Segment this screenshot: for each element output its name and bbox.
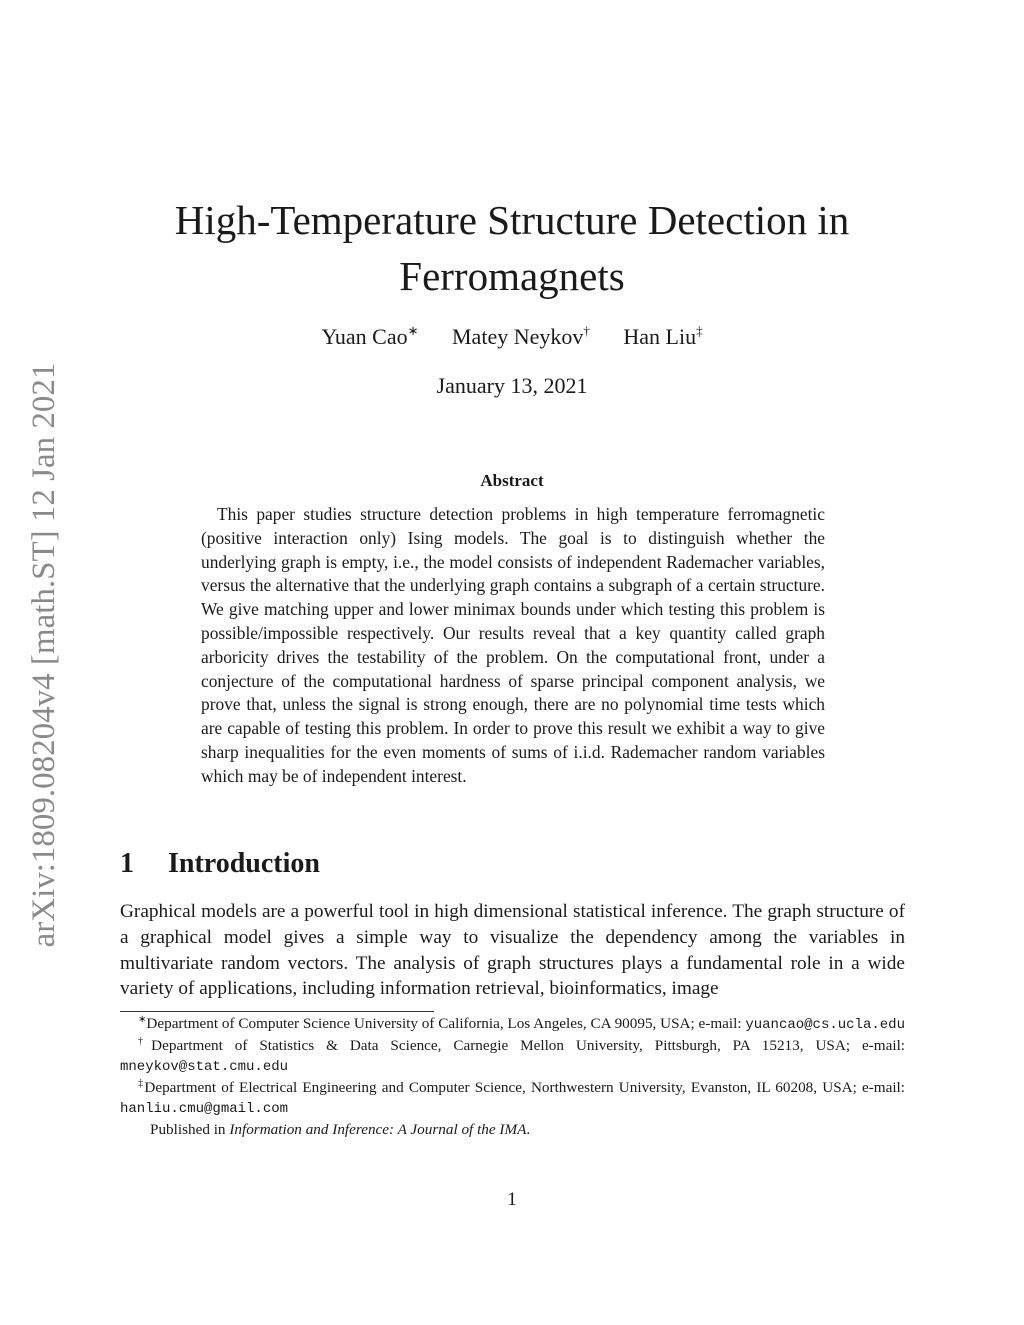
footnote-author-1	[120, 1014, 905, 1036]
section-number: 1	[120, 848, 134, 879]
author-footnote-mark: ‡	[696, 323, 703, 338]
footnotes	[120, 1014, 905, 1141]
publication-note	[120, 1120, 905, 1141]
author-email-link[interactable]: mneykov@stat.cmu.edu	[120, 1059, 289, 1076]
author-yuan-cao	[321, 324, 418, 349]
journal-name: Information and Inference: A Journal of the IMA	[229, 1120, 527, 1138]
section-title: Introduction	[168, 848, 320, 879]
footnote-mark: ‡	[138, 1077, 145, 1089]
publication-date: January 13, 2021	[436, 373, 588, 398]
author-name: Yuan Cao	[321, 324, 408, 349]
author-footnote-mark: †	[583, 323, 590, 338]
author-han-liu	[623, 324, 702, 349]
author-name: Han Liu	[623, 324, 697, 349]
paper-title-line-2: Ferromagnets	[399, 253, 625, 299]
arxiv-identifier: arXiv:1809.08204v4 [math.ST] 12 Jan 2021	[26, 362, 62, 948]
abstract-text: This paper studies structure detection problems in high temperature ferromagnetic (positive interaction only) Ising models. The goal is to distinguish whether the underlying graph is empty, i.e., the model consists of independent Rademacher variables, versus the alternative that the underlying graph contains a subgraph of a certain structure. We give matching upper and lower minimax bounds under which testing this problem is possible/impossible respectively. Our results reveal that a key quantity called graph arboricity drives the testability of the problem. On the computational front, under a conjecture of the computational hardness of sparse principal component analysis, we prove that, unless the signal is strong enough, there are no polynomial time tests which are capable of testing this problem. In order to prove this result we exhibit a way to give sharp inequalities for the even moments of sums of i.i.d. Rademacher random variables which may be of independent interest.	[201, 504, 825, 786]
author-email-link[interactable]: yuancao@cs.ucla.edu	[745, 1017, 905, 1033]
footnote-author-2	[120, 1036, 905, 1078]
page-number: 1	[507, 1189, 517, 1210]
author-list	[150, 320, 874, 354]
footnote-affiliation: Department of Computer Science University of California, Los Angeles, CA 90095, USA; e-mail:	[146, 1015, 746, 1032]
footnote-affiliation: Department of Electrical Engineering and Computer Science, Northwestern University, Evanston, IL 60208, USA; e-mail:	[144, 1078, 905, 1096]
introduction-paragraph: Graphical models are a powerful tool in high dimensional statistical inference. The graph structure of a graphical model gives a simple way to visualize the dependency among the variables in multivariate random vectors. The analysis of graph structures plays a fundamental role in a wide variety of applications, including information retrieval, bioinformatics, image	[120, 901, 905, 1000]
footnote-mark: †	[138, 1035, 152, 1047]
footnote-divider	[120, 1011, 434, 1012]
publication-prefix: Published in	[150, 1120, 230, 1138]
publication-suffix: .	[526, 1120, 531, 1138]
paper-title	[150, 192, 874, 304]
author-matey-neykov	[452, 324, 590, 349]
paper-title-line-1: High-Temperature Structure Detection in	[174, 197, 850, 243]
author-footnote-mark: ∗	[407, 323, 419, 338]
footnote-author-3	[120, 1078, 905, 1120]
author-email-link[interactable]: hanliu.cmu@gmail.com	[120, 1101, 289, 1118]
author-name: Matey Neykov	[452, 324, 584, 349]
footnote-mark: ∗	[138, 1014, 147, 1025]
abstract-heading: Abstract	[480, 471, 544, 490]
section-heading-introduction	[120, 846, 320, 882]
footnote-affiliation: Department of Statistics & Data Science, Carnegie Mellon University, Pittsburgh, PA 15213, USA; e-mail:	[151, 1036, 906, 1054]
